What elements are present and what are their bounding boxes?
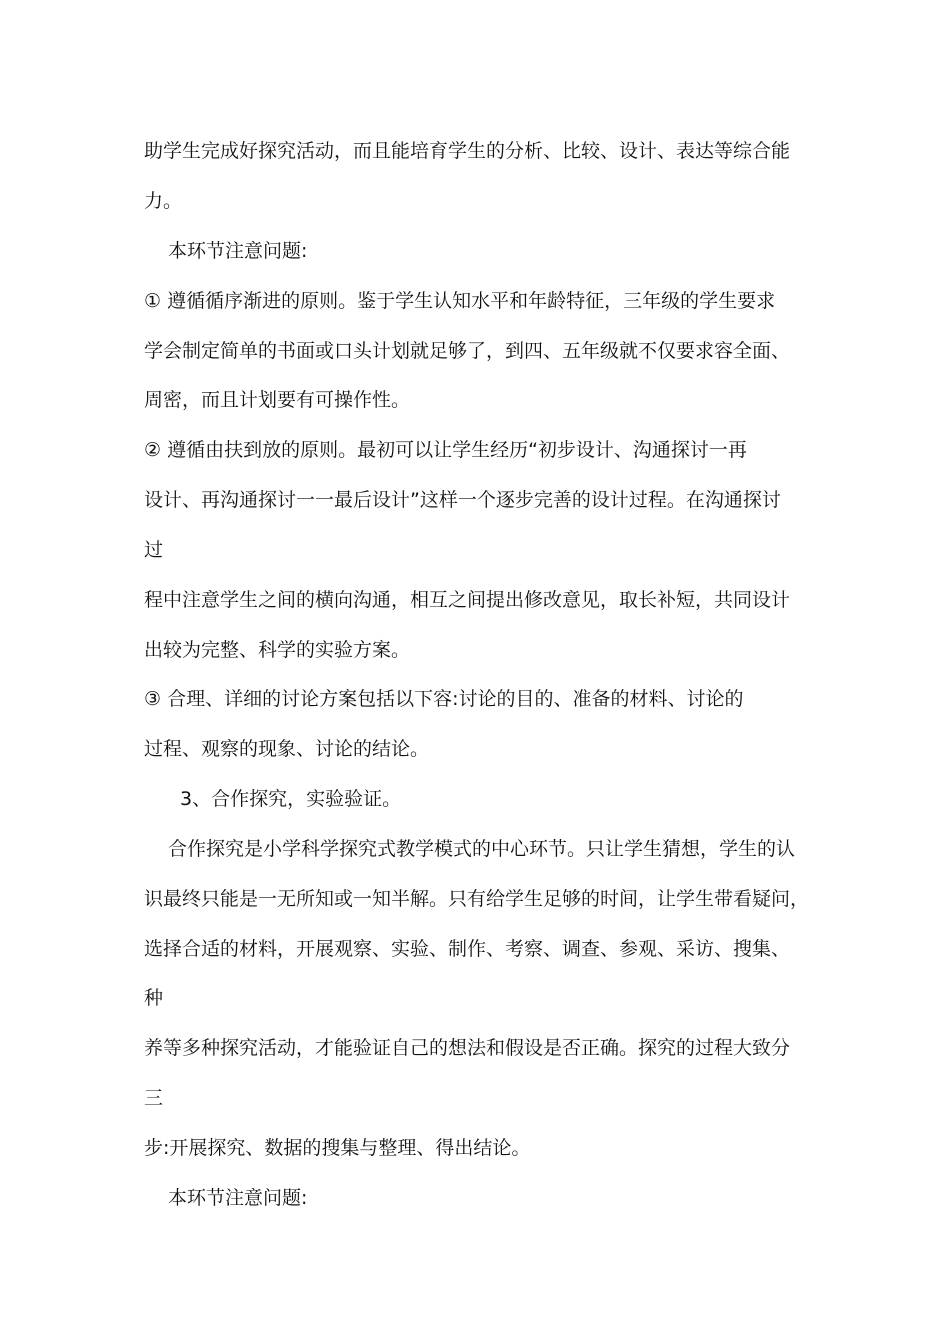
text-line: 过 (144, 539, 164, 561)
section-heading: 本环节注意问题: (168, 1187, 308, 1209)
text-line: 识最终只能是一无所知或一知半解。只有给学生足够的时间，让学生带看疑问， (144, 888, 810, 910)
text-line: 周密，而且计划要有可操作性。 (144, 389, 411, 411)
text-line: 程中注意学生之间的横向沟通，相互之间提出修改意见，取长补短，共同设计 (144, 589, 791, 611)
text-line: 出较为完整、科学的实验方案。 (144, 639, 411, 661)
text-line: 力。 (144, 190, 183, 212)
text-line: 合作探究是小学科学探究式教学模式的中心环节。只让学生猜想，学生的认 (168, 838, 796, 860)
text-line: ② 遵循由扶到放的原则。最初可以让学生经历“初步设计、沟通探讨一再 (144, 439, 747, 461)
text-line: 选择合适的材料，开展观察、实验、制作、考察、调查、参观、采访、搜集、 (144, 938, 791, 960)
text-line: 种 (144, 987, 164, 1009)
text-line: 过程、观察的现象、讨论的结论。 (144, 738, 430, 760)
text-line: 三 (144, 1087, 164, 1109)
text-line: ③ 合理、详细的讨论方案包括以下容:讨论的目的、准备的材料、讨论的 (144, 688, 744, 710)
section-heading: 3、合作探究，实验验证。 (180, 788, 402, 810)
section-heading: 本环节注意问题: (168, 240, 308, 262)
text-line: 步:开展探究、数据的搜集与整理、得出结论。 (144, 1137, 531, 1159)
text-line: 设计、再沟通探讨一一最后设计”这样一个逐步完善的设计过程。在沟通探讨 (144, 489, 781, 511)
text-line: 养等多种探究活动，才能验证自己的想法和假设是否正确。探究的过程大致分 (144, 1037, 791, 1059)
text-line: 助学生完成好探究活动，而且能培育学生的分析、比较、设计、表达等综合能 (144, 140, 791, 162)
text-line: ① 遵循循序渐进的原则。鉴于学生认知水平和年龄特征，三年级的学生要求 (144, 290, 776, 312)
text-line: 学会制定简单的书面或口头计划就足够了，到四、五年级就不仅要求容全面、 (144, 340, 791, 362)
